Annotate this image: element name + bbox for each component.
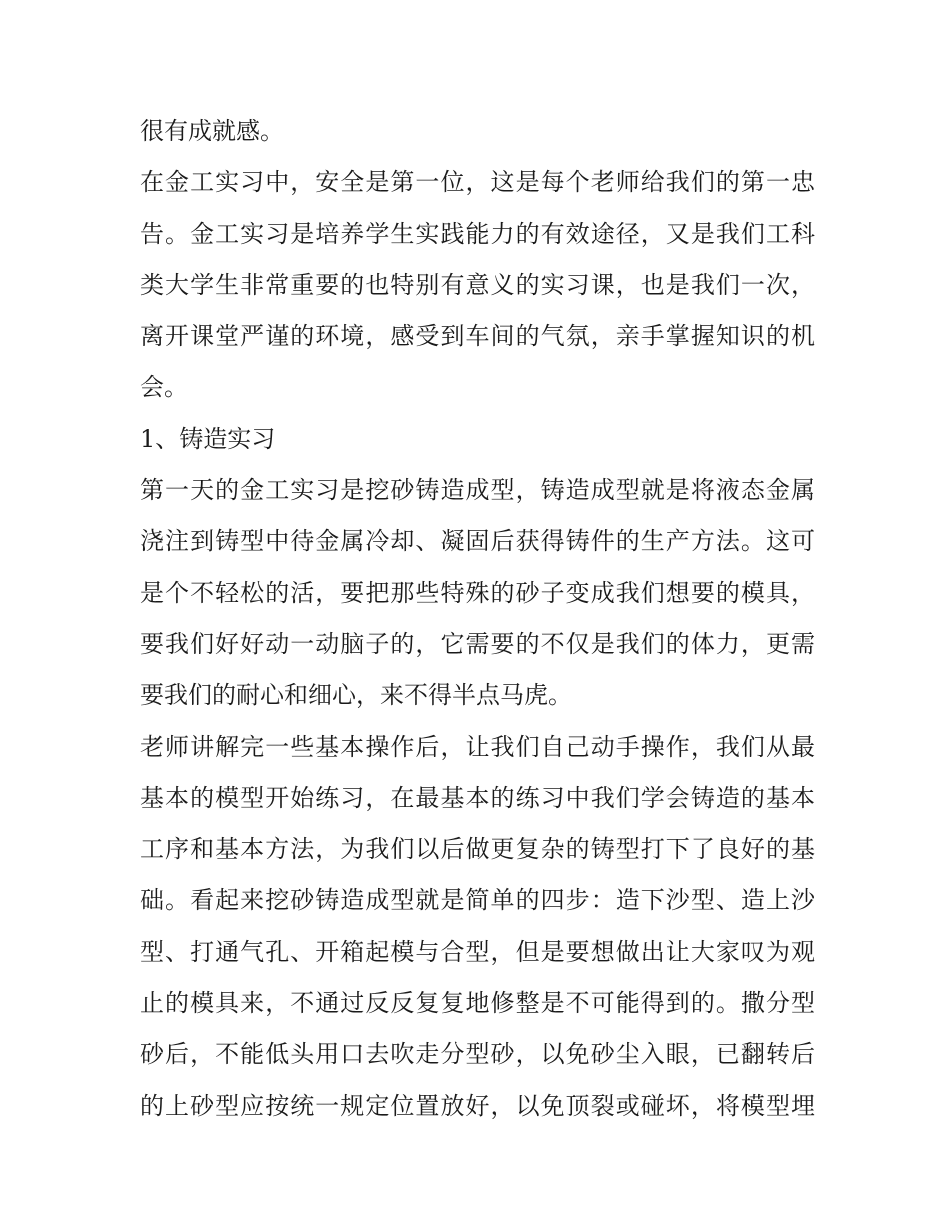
text-line: 基本的模型开始练习，在最基本的练习中我们学会铸造的基本 [140, 783, 815, 812]
text-line: 离开课堂严谨的环境，感受到车间的气氛，亲手掌握知识的机 [140, 322, 815, 351]
text-line: 的上砂型应按统一规定位置放好，以免顶裂或碰坏，将模型埋 [140, 1091, 815, 1120]
text-line: 础。看起来挖砂铸造成型就是简单的四步：造下沙型、造上沙 [140, 886, 815, 915]
text-line: 型、打通气孔、开箱起模与合型，但是要想做出让大家叹为观 [140, 937, 815, 966]
text-line: 止的模具来，不通过反反复复地修整是不可能得到的。撒分型 [140, 989, 815, 1018]
body-text [140, 106, 815, 1132]
text-line: 很有成就感。 [140, 117, 284, 145]
text-line: 要我们好好动一动脑子的，它需要的不仅是我们的体力，更需 [140, 629, 815, 658]
text-line: 在金工实习中，安全是第一位，这是每个老师给我们的第一忠 [140, 168, 815, 197]
text-line: 工序和基本方法，为我们以后做更复杂的铸型打下了良好的基 [140, 835, 815, 864]
text-line: 是个不轻松的活，要把那些特殊的砂子变成我们想要的模具， [140, 578, 815, 607]
text-line: 告。金工实习是培养学生实践能力的有效途径，又是我们工科 [140, 219, 815, 248]
text-line: 会。 [140, 373, 188, 402]
text-line: 要我们的耐心和细心，来不得半点马虎。 [140, 681, 572, 710]
section-heading: 1、铸造实习 [140, 424, 276, 453]
text-line: 第一天的金工实习是挖砂铸造成型，铸造成型就是将液态金属 [140, 476, 815, 505]
text-line: 老师讲解完一些基本操作后，让我们自己动手操作，我们从最 [140, 732, 815, 761]
text-line: 浇注到铸型中待金属冷却、凝固后获得铸件的生产方法。这可 [140, 527, 815, 556]
text-line: 砂后，不能低头用口去吹走分型砂，以免砂尘入眼，已翻转后 [140, 1040, 815, 1069]
text-line: 类大学生非常重要的也特别有意义的实习课，也是我们一次， [140, 270, 815, 299]
